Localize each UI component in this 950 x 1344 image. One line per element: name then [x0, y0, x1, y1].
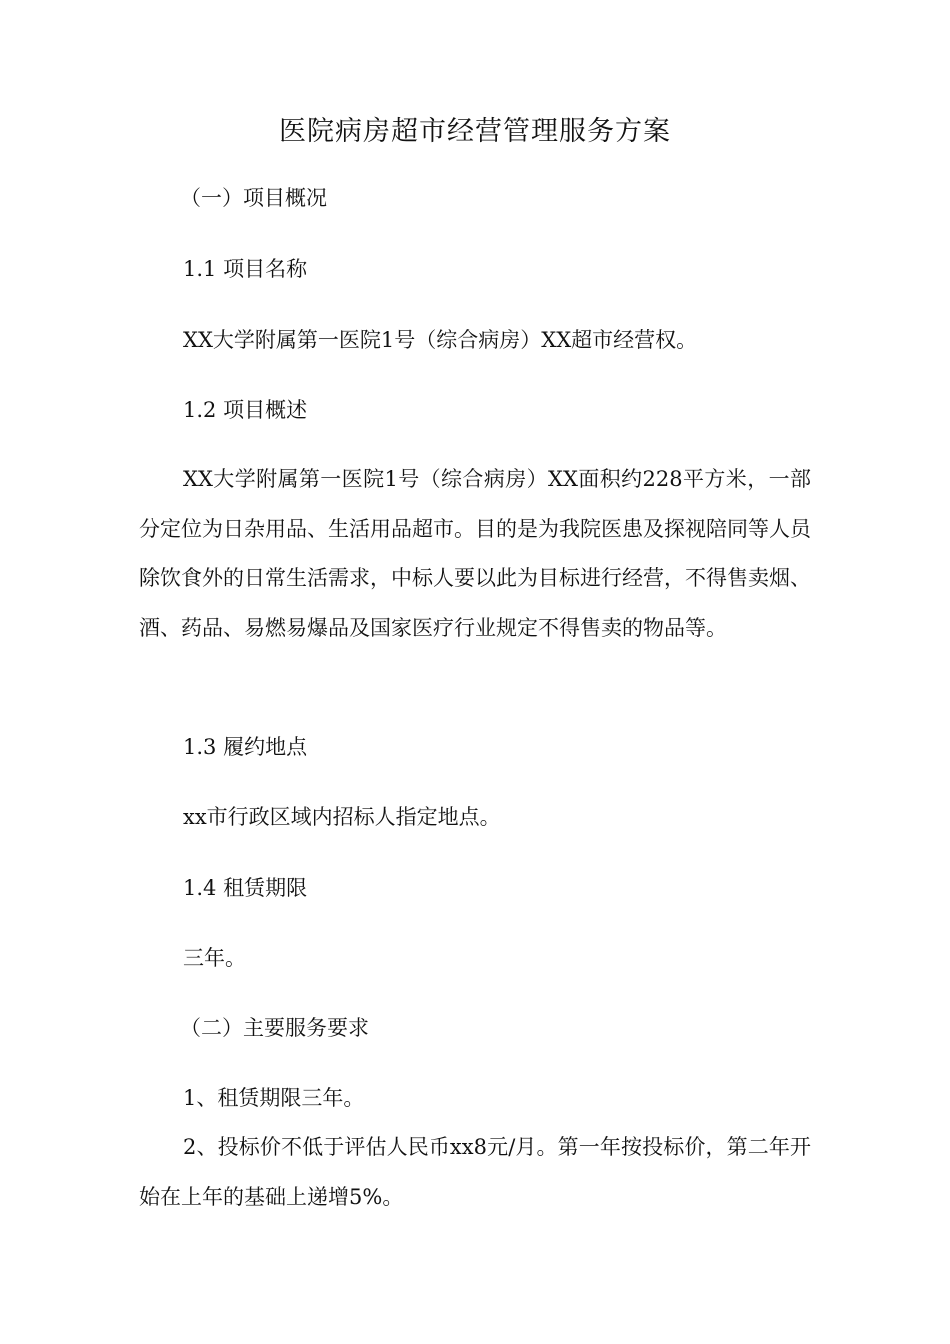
- item-1-4-text: 三年。: [183, 946, 246, 970]
- item-1-2-paragraph: XX大学附属第一医院1号（综合病房）XX面积约228平方米，一部分定位为日杂用品、生活用品超市。目的是为我院医患及探视陪同等人员除饮食外的日常生活需求，中标人要以此为目标进行经营，不得售卖烟、酒、药品、易燃易爆品及国家医疗行业规定不得售卖的物品等。: [139, 467, 811, 640]
- item-1-4-heading: 1.4 租赁期限: [183, 876, 308, 900]
- section1-heading: （一）项目概况: [180, 186, 327, 210]
- item-1-3-text: xx市行政区域内招标人指定地点。: [183, 805, 501, 829]
- item-1-1-text: XX大学附属第一医院1号（综合病房）XX超市经营权。: [183, 328, 698, 352]
- document-title: 医院病房超市经营管理服务方案: [279, 116, 671, 147]
- requirement-2: 2、投标价不低于评估人民币xx8元/月。第一年按投标价，第二年开始在上年的基础上递增5%。: [139, 1135, 811, 1209]
- requirement-1: 1、租赁期限三年。: [183, 1086, 365, 1110]
- item-1-1-heading: 1.1 项目名称: [183, 257, 308, 281]
- section2-heading: （二）主要服务要求: [180, 1016, 369, 1040]
- item-1-3-heading: 1.3 履约地点: [183, 735, 308, 759]
- item-1-2-heading: 1.2 项目概述: [183, 398, 308, 422]
